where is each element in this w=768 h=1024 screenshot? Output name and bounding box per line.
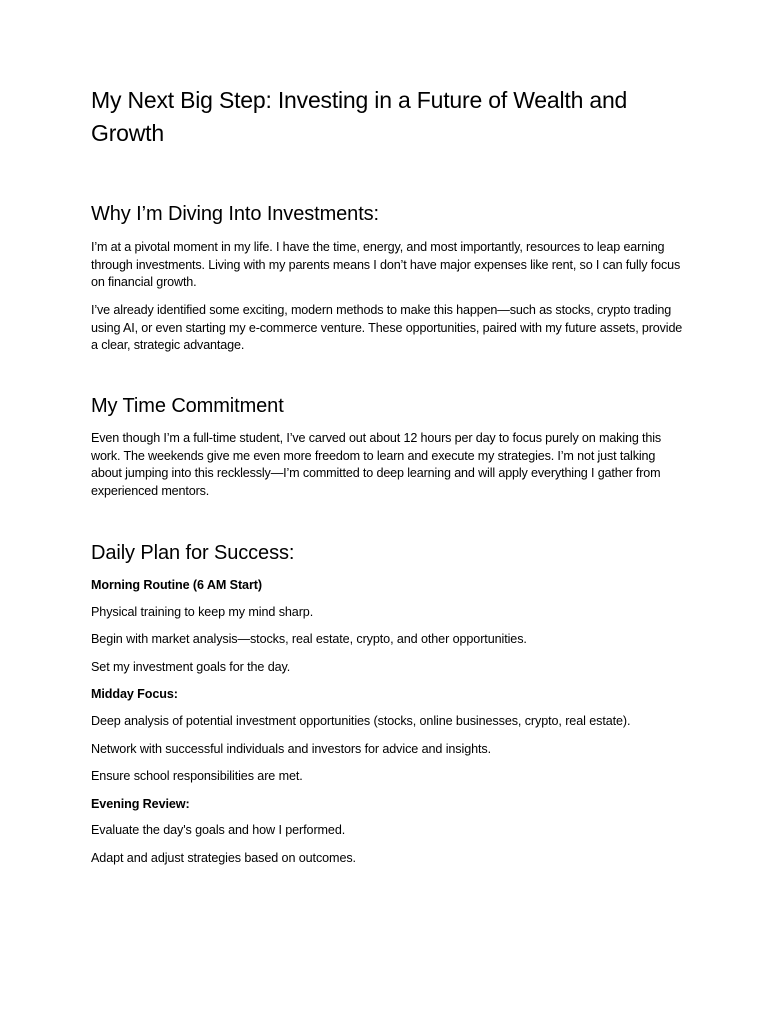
morning-routine-label: Morning Routine (6 AM Start) bbox=[91, 578, 262, 592]
midday-focus-label: Midday Focus: bbox=[91, 687, 178, 701]
document-title: My Next Big Step: Investing in a Future of Wealth and Growth bbox=[91, 87, 628, 146]
morning-item-3: Set my investment goals for the day. bbox=[91, 660, 291, 674]
section-heading-time: My Time Commitment bbox=[91, 395, 284, 417]
why-paragraph-1: I’m at a pivotal moment in my life. I have the time, energy, and most importantly, resources to leap earning through investments. Living with my parents means I don’t have major expenses like rent, so I can fully focus on financial growth. bbox=[91, 240, 681, 289]
section-heading-why: Why I’m Diving Into Investments: bbox=[91, 203, 380, 225]
evening-item-1: Evaluate the day's goals and how I performed. bbox=[91, 823, 346, 837]
evening-item-2: Adapt and adjust strategies based on outcomes. bbox=[91, 851, 356, 865]
time-paragraph-1: Even though I’m a full-time student, I’ve carved out about 12 hours per day to focus purely on making this work. The weekends give me even more freedom to learn and execute my strategies. I’m not just talking about jumping into this recklessly—I’m committed to deep learning and will apply everything I gather from experienced mentors. bbox=[91, 431, 662, 498]
morning-item-1: Physical training to keep my mind sharp. bbox=[91, 605, 314, 619]
section-heading-plan: Daily Plan for Success: bbox=[91, 542, 295, 564]
evening-review-label: Evening Review: bbox=[91, 797, 190, 811]
midday-item-1: Deep analysis of potential investment opportunities (stocks, online businesses, crypto, real estate). bbox=[91, 714, 631, 728]
why-paragraph-2: I’ve already identified some exciting, modern methods to make this happen—such as stocks, crypto trading using AI, or even starting my e-commerce venture. These opportunities, paired with my future assets, provide a clear, strategic advantage. bbox=[91, 303, 683, 352]
midday-item-3: Ensure school responsibilities are met. bbox=[91, 769, 303, 783]
morning-item-2: Begin with market analysis—stocks, real estate, crypto, and other opportunities. bbox=[91, 632, 527, 646]
midday-item-2: Network with successful individuals and investors for advice and insights. bbox=[91, 742, 491, 756]
